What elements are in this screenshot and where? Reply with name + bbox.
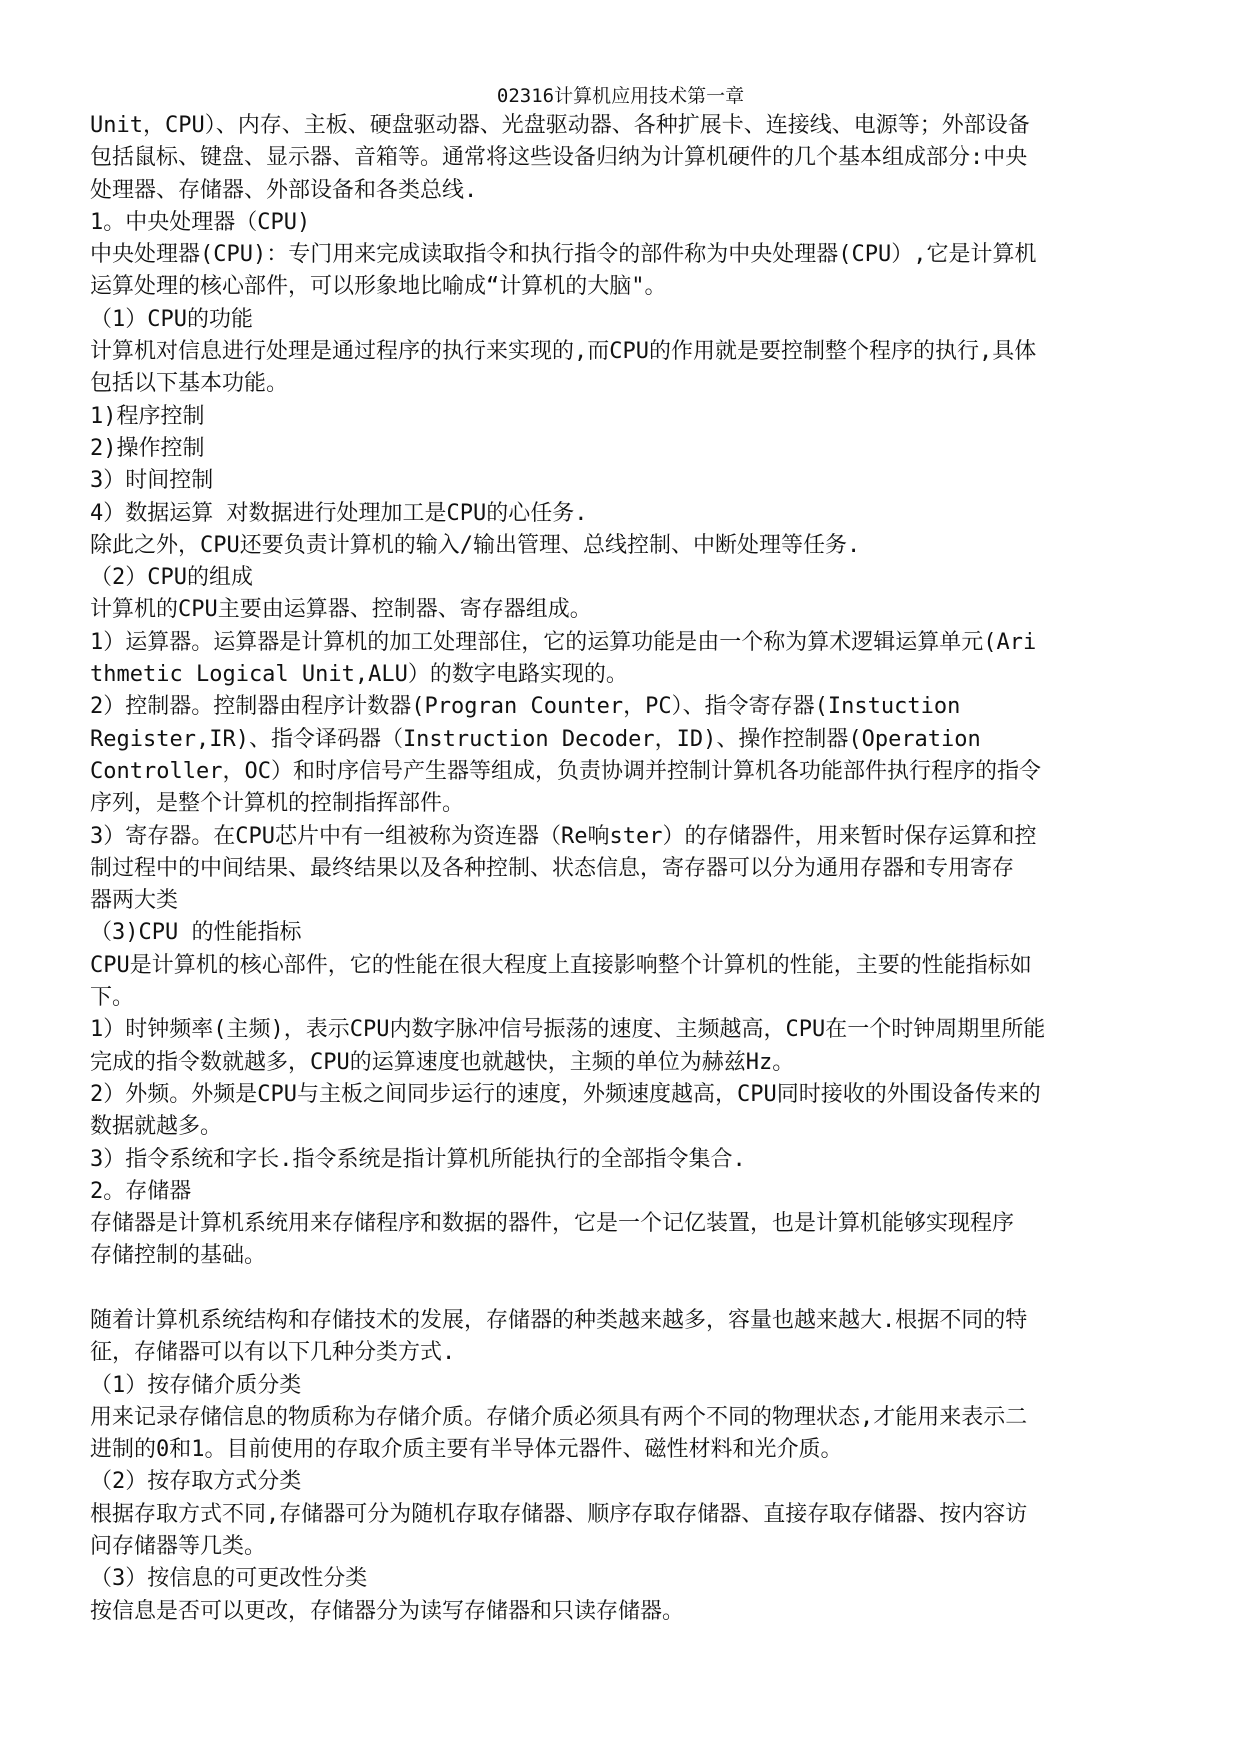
text-line: 计算机对信息进行处理是通过程序的执行来实现的,而CPU的作用就是要控制整个程序的执行,具体 (90, 339, 1037, 365)
text-line: 中央处理器(CPU)：专门用来完成读取指令和执行指令的部件称为中央处理器(CPU）,它是计算机 (90, 242, 1037, 268)
text-line: 问存储器等几类。 (90, 1534, 267, 1560)
text-line: 制过程中的中间结果、最终结果以及各种控制、状态信息，寄存器可以分为通用存器和专用寄存 (90, 855, 1015, 881)
text-line: 器两大类 (90, 888, 179, 914)
text-line: 用来记录存储信息的物质称为存储介质。存储介质必须具有两个不同的物理状态,才能用来表示二 (90, 1404, 1028, 1430)
text-line: Unit，CPU）、内存、主板、硬盘驱动器、光盘驱动器、各种扩展卡、连接线、电源等；外部设备 (90, 113, 1030, 138)
text-line: Register,IR)、指令译码器（Instruction Decoder，ID)、操作控制器(Operation (90, 726, 981, 752)
text-line: 4）数据运算 对数据进行处理加工是CPU的心任务. (90, 500, 588, 526)
text-line: thmetic Logical Unit,ALU）的数字电路实现的。 (90, 662, 628, 688)
text-line: 征，存储器可以有以下几种分类方式. (90, 1340, 456, 1366)
text-line: 运算处理的核心部件，可以形象地比喻成“计算机的大脑"。 (90, 274, 667, 300)
text-line: 2)操作控制 (90, 435, 205, 461)
text-line: 序列，是整个计算机的控制指挥部件。 (90, 791, 465, 817)
text-line: 3）寄存器。在CPU芯片中有一组被称为资连器（Re响ster）的存储器件，用来暂时保存运算和控 (90, 823, 1037, 849)
text-line: 2）控制器。控制器由程序计数器(Progran Counter，PC）、指令寄存器(Instuction (90, 694, 961, 720)
text-line: 1。中央处理器（CPU) (90, 209, 311, 235)
page-header-title: 02316计算机应用技术第一章 (496, 85, 745, 107)
text-line: （3)CPU 的性能指标 (90, 920, 302, 946)
text-line: 包括以下基本功能。 (90, 371, 289, 397)
text-line: 1）运算器。运算器是计算机的加工处理部住，它的运算功能是由一个称为算术逻辑运算单元(Ari (90, 629, 1037, 655)
text-line: 存储控制的基础。 (90, 1243, 267, 1269)
text-line: 除此之外，CPU还要负责计算机的输入/输出管理、总线控制、中断处理等任务. (90, 532, 861, 558)
text-line: 数据就越多。 (90, 1114, 223, 1140)
text-line: （1）按存储介质分类 (90, 1372, 302, 1398)
text-line: 2）外频。外频是CPU与主板之间同步运行的速度，外频速度越高，CPU同时接收的外围设备传来的 (90, 1081, 1041, 1107)
text-line: （1）CPU的功能 (90, 306, 253, 332)
text-line: 2。存储器 (90, 1178, 192, 1204)
text-line: 1）时钟频率(主频)，表示CPU内数字脉冲信号振荡的速度、主频越高，CPU在一个时钟周期里所能 (90, 1017, 1046, 1043)
text-line: 计算机的CPU主要由运算器、控制器、寄存器组成。 (90, 597, 592, 623)
text-line: CPU是计算机的核心部件，它的性能在很大程度上直接影响整个计算机的性能，主要的性能指标如 (90, 952, 1032, 978)
text-line: 1)程序控制 (90, 403, 205, 429)
text-line: 随着计算机系统结构和存储技术的发展，存储器的种类越来越多，容量也越来越大.根据不同的特 (90, 1307, 1028, 1333)
text-line: 进制的0和1。目前使用的存取介质主要有半导体元器件、磁性材料和光介质。 (90, 1437, 843, 1463)
text-line: （3）按信息的可更改性分类 (90, 1566, 368, 1592)
text-line: （2）CPU的组成 (90, 565, 253, 591)
text-line: Controller，OC）和时序信号产生器等组成，负责协调并控制计算机各功能部件执行程序的指令 (90, 758, 1041, 784)
text-line: 按信息是否可以更改，存储器分为读写存储器和只读存储器。 (90, 1598, 685, 1624)
text-line: 根据存取方式不同,存储器可分为随机存取存储器、顺序存取存储器、直接存取存储器、按内容访 (90, 1501, 1028, 1527)
text-line: 下。 (90, 985, 135, 1011)
text-line: 处理器、存储器、外部设备和各类总线. (90, 177, 478, 203)
text-line: 包括鼠标、键盘、显示器、音箱等。通常将这些设备归纳为计算机硬件的几个基本组成部分:中央 (90, 145, 1028, 171)
text-line: （2）按存取方式分类 (90, 1469, 302, 1495)
blank-line (90, 1273, 1152, 1305)
document-body (90, 110, 1152, 1628)
text-line: 3）时间控制 (90, 468, 214, 494)
text-line: 完成的指令数就越多，CPU的运算速度也就越快，主频的单位为赫兹Hz。 (90, 1049, 795, 1075)
text-line: 3）指令系统和字长.指令系统是指计算机所能执行的全部指令集合. (90, 1146, 746, 1172)
text-line: 存储器是计算机系统用来存储程序和数据的器件，它是一个记亿装置，也是计算机能够实现程序 (90, 1211, 1015, 1237)
